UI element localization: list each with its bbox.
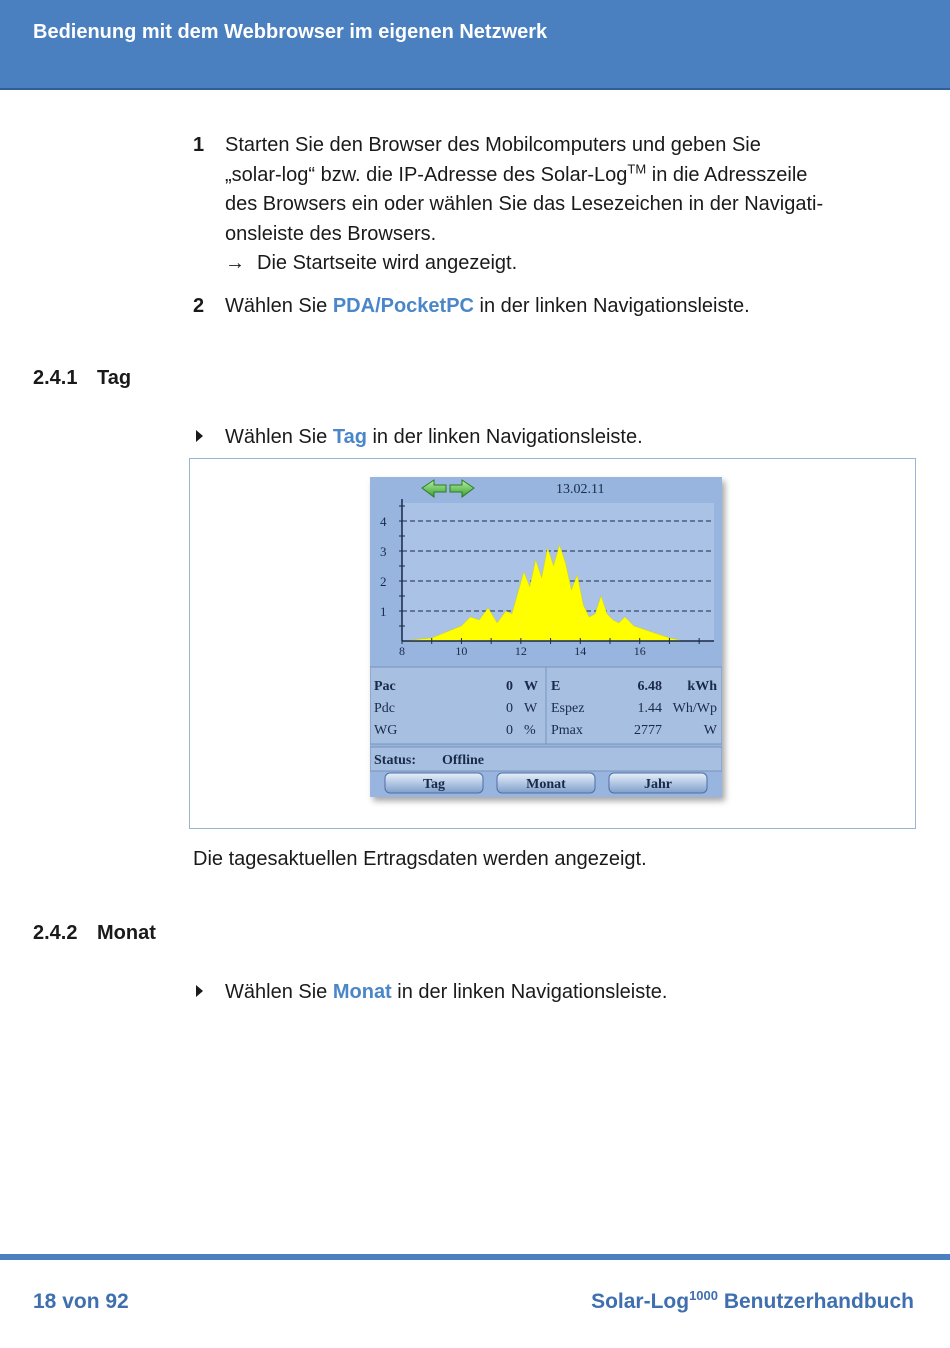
section-title: Tag	[97, 367, 132, 389]
bullet-item	[196, 981, 667, 1004]
figure-caption: Die tagesaktuellen Ertragsdaten werden angezeigt.	[193, 848, 647, 870]
stat-unit: W	[703, 723, 717, 738]
step-line-part: „solar-log“ bzw. die IP-Adresse des Solar-Log	[225, 163, 628, 186]
x-tick-label: 8	[399, 644, 405, 658]
jahr-button-label: Jahr	[644, 777, 672, 792]
stat-unit: W	[524, 679, 538, 694]
trademark-sup: TM	[627, 160, 647, 176]
x-tick-label: 14	[574, 644, 587, 658]
y-tick-label: 2	[380, 574, 387, 589]
jahr-button[interactable]	[609, 773, 707, 793]
nav-link-pda-pocketpc: PDA/PocketPC	[332, 295, 474, 317]
y-tick-label: 4	[380, 514, 387, 529]
bullet-text-part: in der linken Navigationsleiste.	[391, 981, 668, 1003]
y-tick-label: 1	[380, 604, 387, 619]
section-title: Monat	[97, 922, 156, 944]
tag-button[interactable]	[385, 773, 483, 793]
footer-rule	[0, 1254, 950, 1260]
monat-button[interactable]	[497, 773, 595, 793]
section-heading-monat	[33, 922, 156, 945]
product-sup: 1000	[689, 1288, 718, 1303]
product-suffix: Benutzerhandbuch	[717, 1290, 914, 1313]
x-tick-label: 16	[633, 644, 646, 658]
stat-value: 1.44	[637, 701, 662, 716]
page-header	[0, 0, 950, 90]
section-number: 2.4.1	[33, 367, 78, 389]
bullet-triangle-icon	[196, 985, 203, 997]
stat-unit: kWh	[687, 679, 717, 694]
bullet-triangle-icon	[196, 430, 203, 442]
stat-label: Espez	[551, 701, 585, 716]
step-text-part: in der linken Navigationsleiste.	[474, 295, 750, 317]
stat-value: 2777	[634, 723, 662, 738]
step-line: onsleiste des Browsers.	[225, 222, 437, 245]
stat-value: 0	[506, 701, 513, 716]
bullet-text-part: Wählen Sie	[225, 426, 333, 448]
step-number: 1	[193, 134, 205, 156]
footer-product	[591, 1290, 914, 1314]
stat-unit: %	[524, 723, 536, 738]
x-tick-label: 12	[514, 644, 527, 658]
stat-label: Pac	[374, 679, 396, 694]
section-heading-tag	[33, 367, 131, 390]
bullet-text-part: in der linken Navigationsleiste.	[366, 426, 643, 448]
step-number: 2	[193, 295, 205, 317]
step-text-part: Wählen Sie	[225, 295, 333, 317]
status-value: Offline	[442, 753, 484, 768]
step-text	[225, 292, 915, 322]
monat-button-label: Monat	[526, 777, 566, 792]
page-number: 18 von 92	[33, 1290, 129, 1313]
stat-unit: Wh/Wp	[672, 701, 717, 716]
step-result	[225, 249, 915, 279]
x-tick-label: 10	[455, 644, 468, 658]
step-line-part: in die Adresszeile	[646, 163, 808, 186]
chart-plot	[380, 499, 714, 658]
header-title: Bedienung mit dem Webbrowser im eigenen Netzwerk	[33, 21, 548, 43]
stat-label: Pdc	[374, 701, 395, 716]
stat-value: 0	[506, 723, 513, 738]
stat-value: 6.48	[637, 679, 662, 694]
stat-value: 0	[506, 679, 513, 694]
nav-link-tag: Tag	[332, 426, 367, 448]
bullet-item	[196, 426, 643, 449]
tag-button-label: Tag	[422, 777, 446, 792]
status-label: Status:	[374, 753, 417, 768]
product-name: Solar-Log	[591, 1290, 690, 1313]
chart-date: 13.02.11	[556, 482, 605, 497]
status-bar	[370, 747, 722, 771]
step-line	[225, 161, 915, 191]
stat-label: E	[551, 679, 561, 694]
step-line: des Browsers ein oder wählen Sie das Lesezeichen in der Navigati-	[225, 193, 824, 215]
section-number: 2.4.2	[33, 922, 78, 944]
pda-screen-svg	[370, 477, 722, 797]
screenshot-figure	[189, 458, 916, 829]
y-tick-label: 3	[380, 544, 387, 559]
step-text	[225, 131, 915, 279]
bullet-text-part: Wählen Sie	[225, 981, 333, 1003]
solarlog-pda-screen	[370, 477, 722, 797]
result-text: Die Startseite wird angezeigt.	[257, 252, 518, 274]
stat-label: WG	[374, 723, 398, 738]
step-line: Starten Sie den Browser des Mobilcomputers und geben Sie	[225, 134, 761, 156]
stat-label: Pmax	[551, 723, 583, 738]
result-arrow-icon: →	[225, 252, 245, 274]
nav-link-monat: Monat	[332, 981, 392, 1003]
stat-unit: W	[524, 701, 538, 716]
